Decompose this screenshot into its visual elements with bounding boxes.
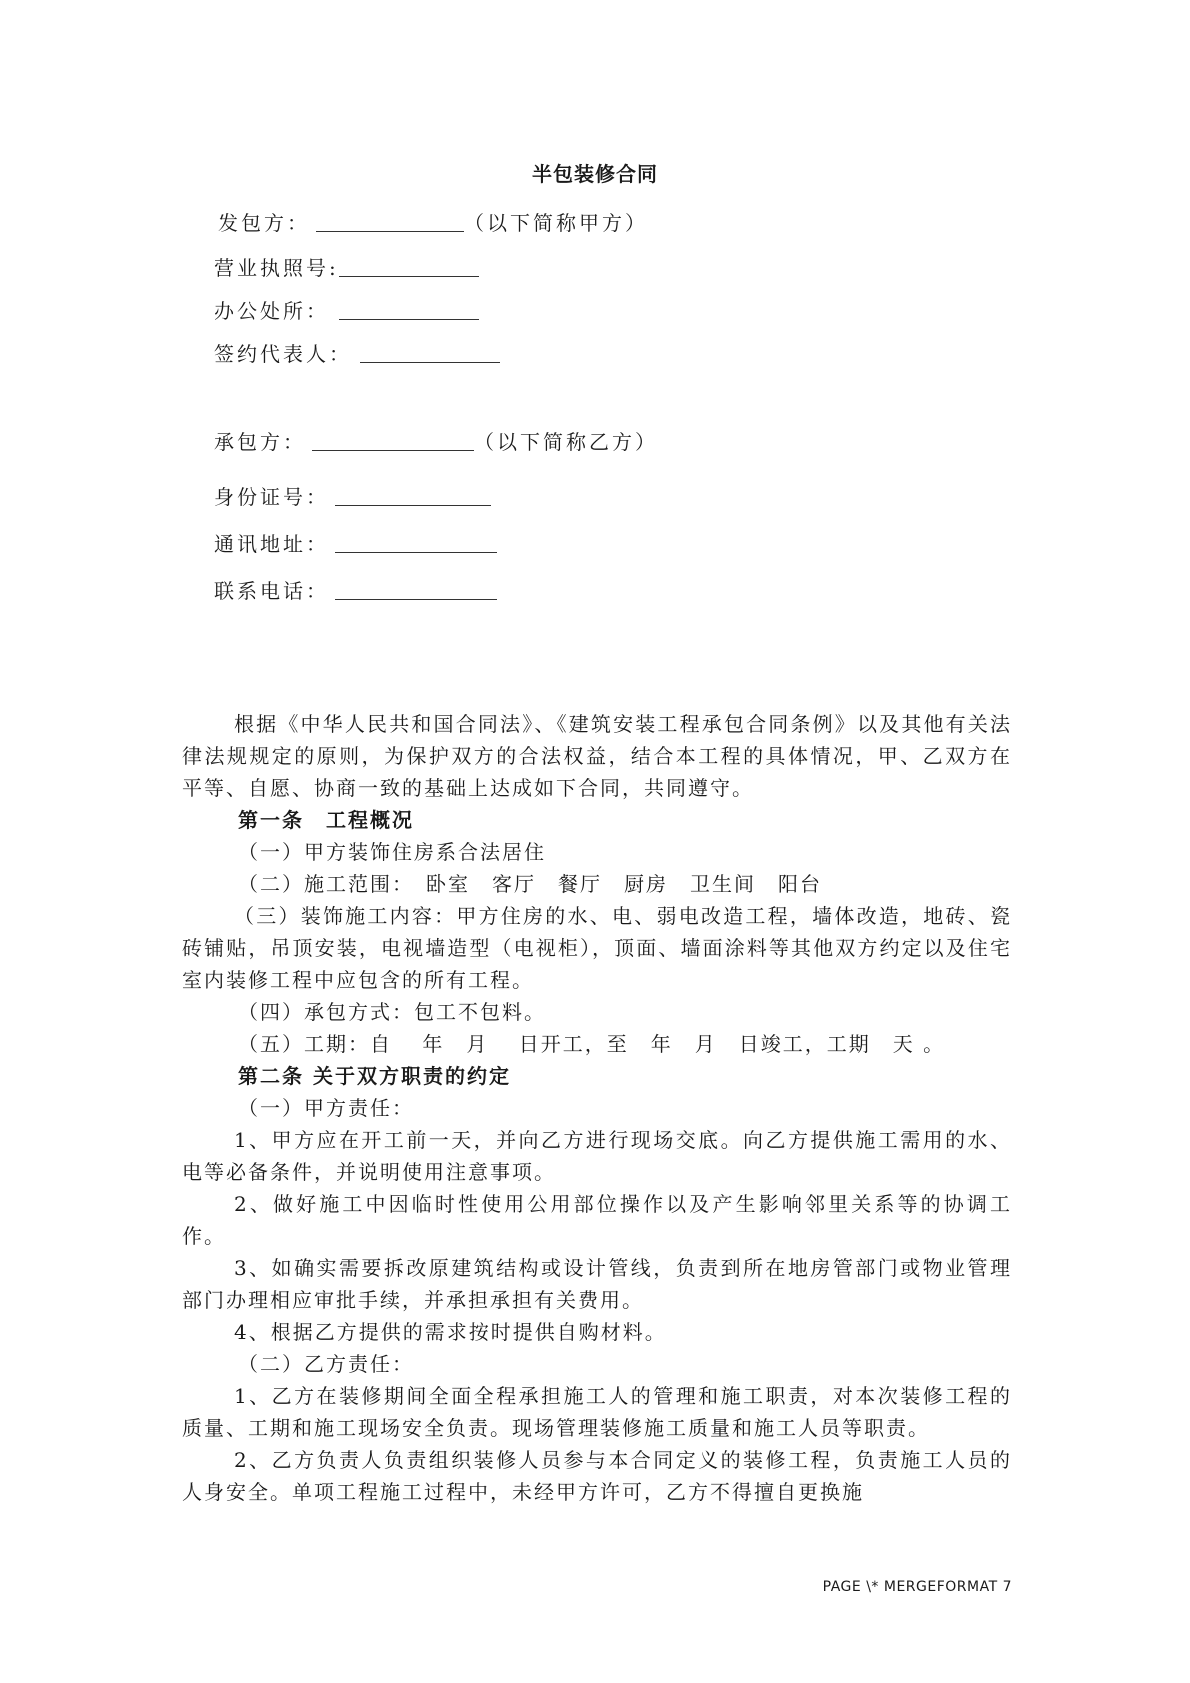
document-title: 半包装修合同	[532, 162, 658, 186]
article-1-item-5: （五）工期：自 年 月 日开工，至 年 月 日竣工，工期 天 。	[238, 1032, 946, 1056]
office-blank	[339, 299, 479, 320]
phone-row	[214, 575, 497, 604]
article-1-heading: 第一条 工程概况	[238, 808, 414, 832]
party-a-label: 发包方：	[218, 211, 310, 235]
address-blank	[335, 532, 497, 553]
contract-body	[182, 708, 1012, 1508]
preamble-paragraph: 根据《中华人民共和国合同法》、《建筑安装工程承包合同条例》以及其他有关法律法规规定的原则，为保护双方的合法权益，结合本工程的具体情况，甲、乙双方在平等、自愿、协商一致的基础上达成如下合同，共同遵守。	[182, 712, 1012, 800]
license-blank	[339, 256, 479, 277]
representative-row	[214, 338, 500, 367]
phone-blank	[335, 579, 497, 600]
party-b-blank	[312, 430, 474, 451]
party-a-duties-heading: （一）甲方责任：	[238, 1096, 414, 1120]
party-b-label: 承包方：	[214, 430, 306, 454]
party-b-duty-2: 2、乙方负责人负责组织装修人员参与本合同定义的装修工程，负责施工人员的人身安全。单项工程施工过程中，未经甲方许可，乙方不得擅自更换施	[182, 1448, 1012, 1504]
license-label: 营业执照号:	[214, 256, 339, 280]
party-a-blank	[316, 211, 464, 232]
phone-label: 联系电话：	[214, 579, 329, 603]
id-number-blank	[335, 485, 491, 506]
party-a-suffix: （以下简称甲方）	[464, 211, 648, 235]
page-footer: PAGE \* MERGEFORMAT 7	[822, 1579, 1012, 1595]
address-label: 通讯地址：	[214, 532, 329, 556]
article-1-item-4: （四）承包方式：包工不包料。	[238, 1000, 546, 1024]
party-a-duty-4: 4、根据乙方提供的需求按时提供自购材料。	[234, 1320, 667, 1344]
party-a-duty-3: 3、如确实需要拆改原建筑结构或设计管线，负责到所在地房管部门或物业管理部门办理相应审批手续，并承担承担有关费用。	[182, 1256, 1012, 1312]
party-a-duty-2: 2、做好施工中因临时性使用公用部位操作以及产生影响邻里关系等的协调工作。	[182, 1192, 1012, 1248]
party-a-duty-1: 1、甲方应在开工前一天，并向乙方进行现场交底。向乙方提供施工需用的水、电等必备条件，并说明使用注意事项。	[182, 1128, 1012, 1184]
party-b-duties-heading: （二）乙方责任：	[238, 1352, 414, 1376]
party-b-row	[214, 426, 658, 455]
representative-label: 签约代表人：	[214, 342, 352, 366]
article-2-heading: 第二条 关于双方职责的约定	[238, 1064, 511, 1088]
id-number-label: 身份证号：	[214, 485, 329, 509]
office-row	[214, 295, 479, 324]
license-row	[214, 252, 479, 281]
id-number-row	[214, 481, 491, 510]
party-a-row	[218, 207, 648, 236]
representative-blank	[360, 342, 500, 363]
address-row	[214, 528, 497, 557]
party-b-suffix: （以下简称乙方）	[474, 430, 658, 454]
article-1-item-2: （二）施工范围： 卧室 客厅 餐厅 厨房 卫生间 阳台	[238, 872, 822, 896]
article-1-item-1: （一）甲方装饰住房系合法居住	[238, 840, 546, 864]
article-1-item-3: （三）装饰施工内容：甲方住房的水、电、弱电改造工程，墙体改造，地砖、瓷砖铺贴，吊顶安装，电视墙造型（电视柜），顶面、墙面涂料等其他双方约定以及住宅室内装修工程中应包含的所有工程。	[182, 904, 1012, 992]
party-b-duty-1: 1、乙方在装修期间全面全程承担施工人的管理和施工职责，对本次装修工程的质量、工期和施工现场安全负责。现场管理装修施工质量和施工人员等职责。	[182, 1384, 1012, 1440]
office-label: 办公处所：	[214, 299, 329, 323]
